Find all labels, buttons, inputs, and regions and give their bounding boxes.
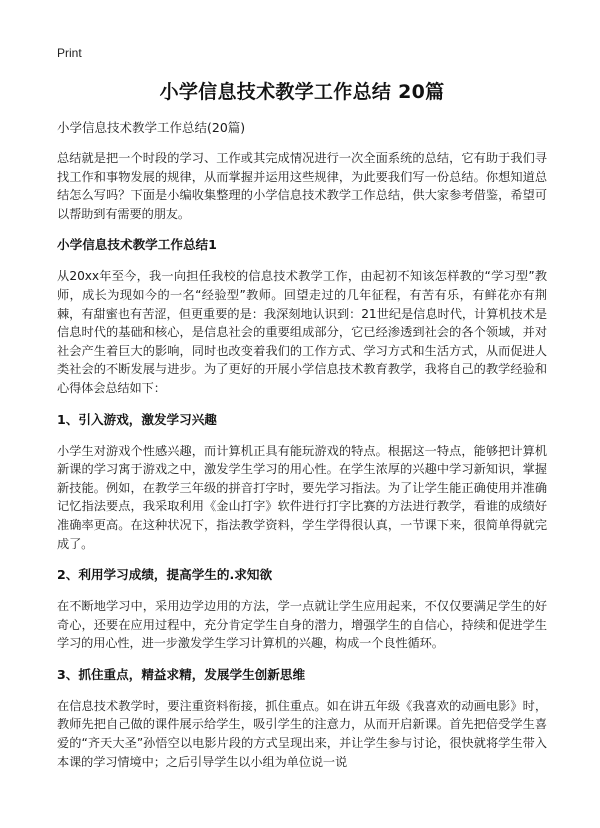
document-body [57,118,547,784]
section-heading: 小学信息技术教学工作总结1 [57,237,217,253]
point-paragraph: 小学生对游戏个性感兴趣，而计算机正具有能玩游戏的特点。根据这一特点，能够把计算机新课的学习寓于游戏之中，激发学生学习的用心性。在学生浓厚的兴趣中学习新知识，掌握新技能。例如，在教学三年级的拼音打字时，要先学习指法。为了让学生能正确使用并准确记忆指法要点，我采取利用《金山打字》软件进行打字比赛的方法进行教学，看谁的成绩好准确率更高。在这种状况下，指法教学资料，学生学得很认真，一节课下来，很简单得就完成了。 [57,443,547,551]
point-paragraph: 在信息技术教学时，要注重资料衔接，抓住重点。如在讲五年级《我喜欢的动画电影》时，教师先把自己做的课件展示给学生，吸引学生的注意力，从而开启新课。首先把倍受学生喜爱的“齐天大圣”孙悟空以电影片段的方式呈现出来，并让学生参与讨论，很快就将学生带入本课的学习情境中；之后引导学生以小组为单位说一说 [57,698,547,769]
page-title: 小学信息技术教学工作总结 20篇 [159,81,445,103]
document-subtitle: 小学信息技术教学工作总结(20篇) [57,120,246,135]
print-link[interactable]: Print [57,46,82,60]
point-heading: 2、利用学习成绩，提高学生的.求知欲 [57,567,273,583]
point-paragraph: 在不断地学习中，采用边学边用的方法，学一点就让学生应用起来，不仅仅要满足学生的好奇心，还要在应用过程中，充分肯定学生自身的潜力，增强学生的自信心，持续和促进学生学习的用心性，进一步激发学生学习计算机的兴趣，构成一个良性循环。 [57,599,547,651]
intro-paragraph: 总结就是把一个时段的学习、工作或其完成情况进行一次全面系统的总结，它有助于我们寻找工作和事物发展的规律，从而掌握并运用这些规律，为此要我们写一份总结。你想知道总结怎么写吗？下面是小编收集整理的小学信息技术教学工作总结，供大家参考借鉴，希望可以帮助到有需要的朋友。 [57,151,547,221]
section-paragraph: 从20xx年至今，我一向担任我校的信息技术教学工作，由起初不知该怎样教的“学习型”教师，成长为现如今的一名“经验型”教师。回望走过的几年征程，有苦有乐，有鲜花亦有荆棘，有甜蜜也有苦涩，但更重要的是：我深刻地认识到：21世纪是信息时代，计算机技术是信息时代的基础和核心，是信息社会的重要组成部分，它已经渗透到社会的各个领域，并对社会产生着巨大的影响，同时也改变着我们的工作方式、学习方式和生活方式，从而促进人类社会的不断发展与进步。为了更好的开展小学信息技术教育教学，我将自己的教学经验和心得体会总结如下： [57,269,547,395]
point-heading: 1、引入游戏，激发学习兴趣 [57,411,217,427]
point-heading: 3、抓住重点，精益求精，发展学生创新思维 [57,666,306,682]
